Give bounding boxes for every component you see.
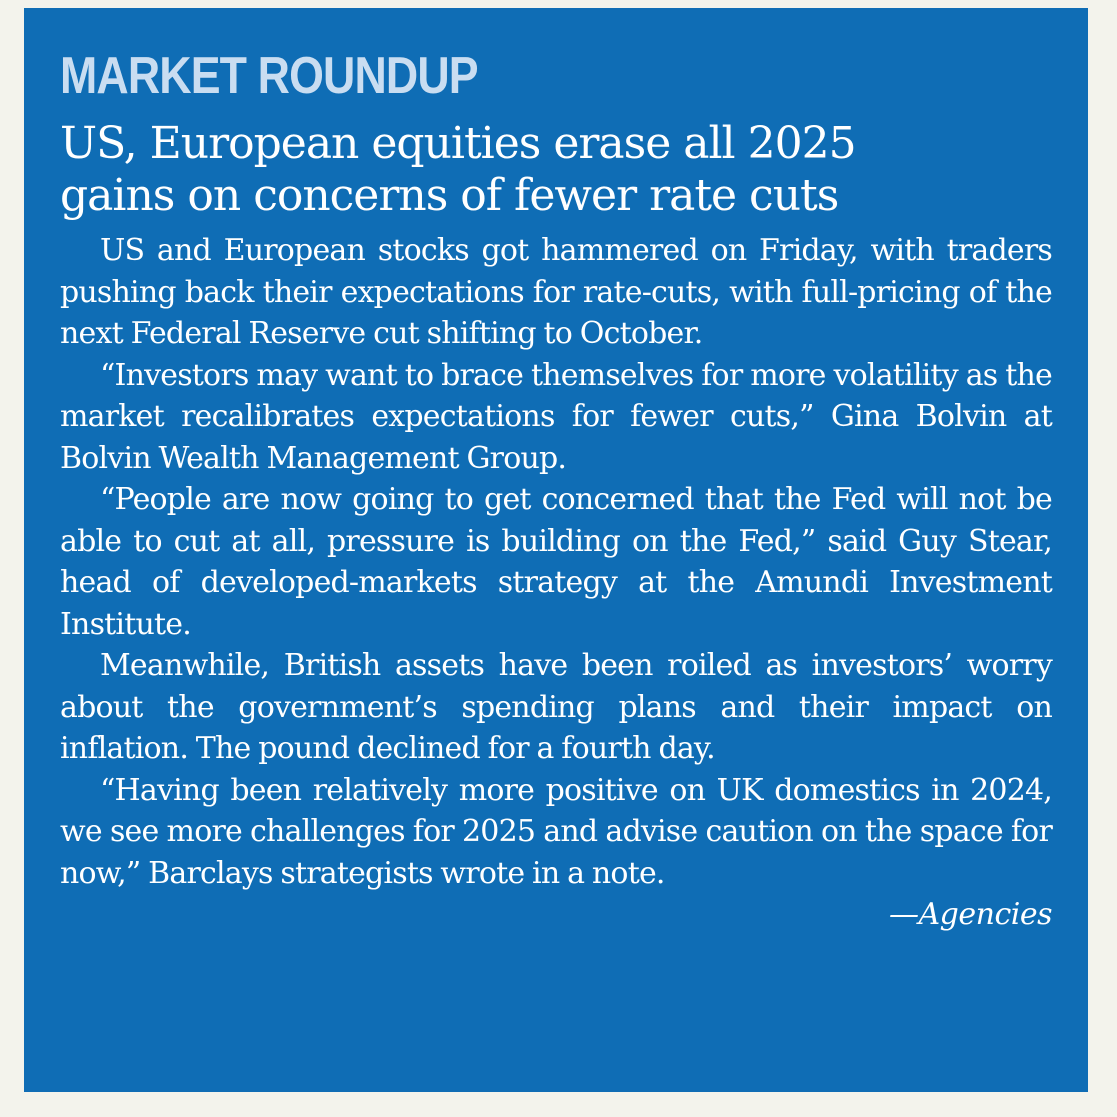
paragraph: Meanwhile, British assets have been roiled as investors’ worry about the government’s spending plans and their impact on inflation. The pound declined for a fourth day. — [60, 648, 1052, 766]
byline: —Agencies — [889, 897, 1052, 932]
article-body — [60, 230, 1052, 894]
paragraph: “Having been relatively more positive on UK domestics in 2024, we see more challenges for 2025 and advise caution on the space for now,” Barclays strategists wrote in a note. — [60, 772, 1052, 891]
paragraph: “People are now going to get concerned that the Fed will not be able to cut at all, pressure is building on the Fed,” said Guy Stear, head of developed-markets strategy at the Amundi Investment Institute. — [60, 482, 1052, 642]
paragraph: US and European stocks got hammered on Friday, with traders pushing back their expectations for rate-cuts, with full-pricing of the next Federal Reserve cut shifting to October. — [60, 233, 1052, 351]
headline-line: gains on concerns of fewer rate cuts — [60, 170, 839, 221]
paragraph: “Investors may want to brace themselves for more volatility as the market recalibrates expectations for fewer cuts,” Gina Bolvin at Bolvin Wealth Management Group. — [60, 357, 1052, 476]
section-kicker: MARKET ROUNDUP — [60, 47, 478, 105]
headline — [60, 118, 1052, 222]
headline-line: US, European equities erase all 2025 — [60, 118, 856, 169]
market-roundup-box — [24, 8, 1088, 1092]
